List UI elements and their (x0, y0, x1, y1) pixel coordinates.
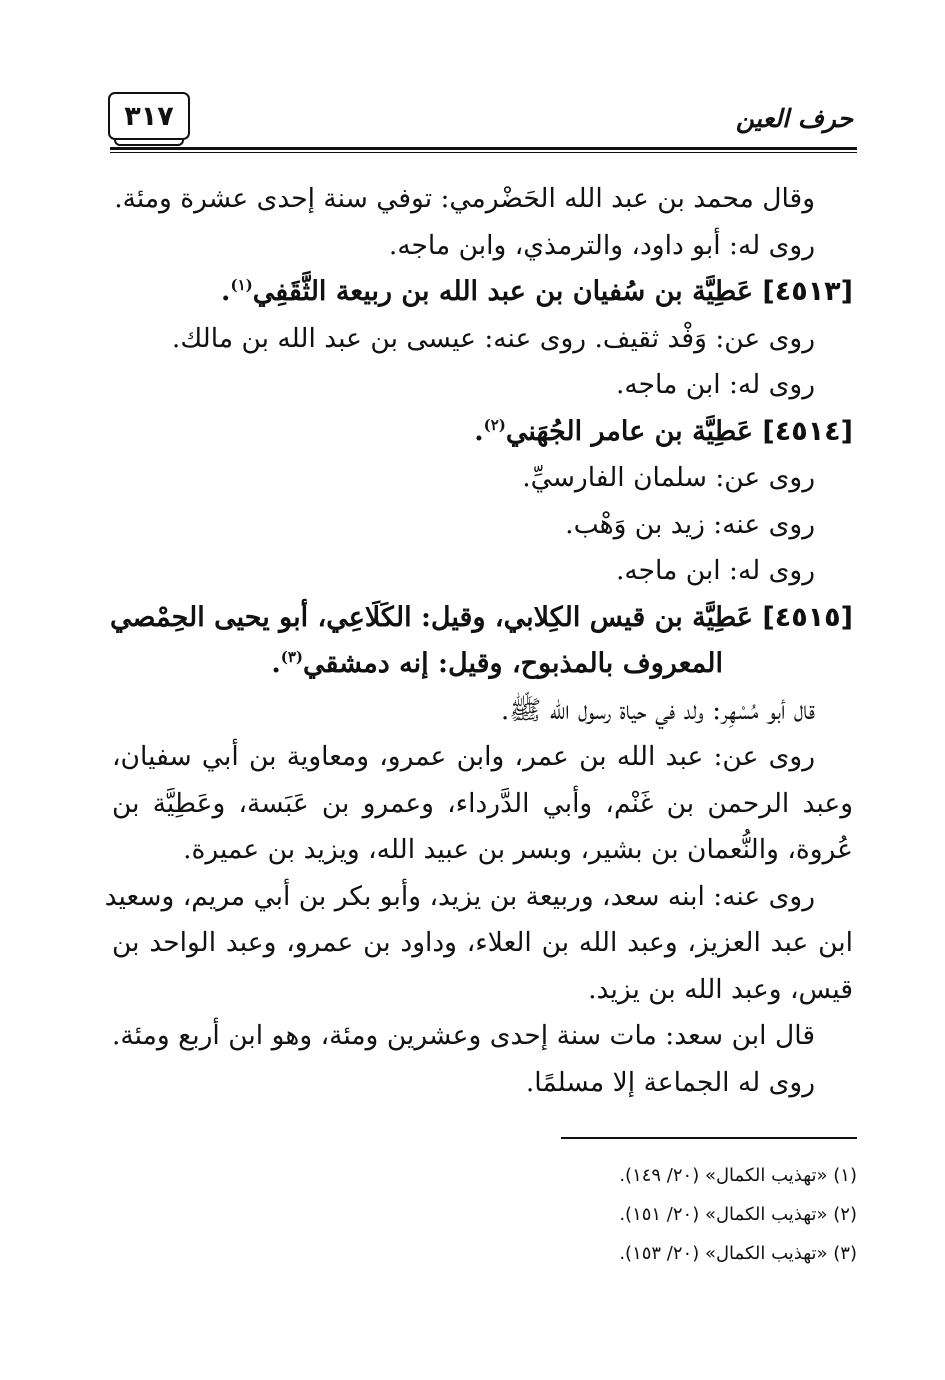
entry-number: [٤٥١٥] (762, 601, 853, 633)
entry-heading (112, 409, 853, 456)
footnote: (٢) «تهذيب الكمال» (٢٠/ ١٥١). (619, 1204, 857, 1225)
footnote-ref: (١) (230, 276, 253, 294)
text-line: عُروة، والنُّعمان بن بشير، وبسر بن عبيد الله، ويزيد بن عميرة. (183, 834, 853, 865)
text-line: روى له: ابن ماجه. (615, 369, 815, 400)
text-line: روى عن: سلمان الفارسيِّ. (522, 462, 815, 493)
text-line: روى عنه: ابنه سعد، وربيعة بن يزيد، وأبو بكر بن أبي مريم، وسعيد (104, 880, 815, 912)
entry-end: . (271, 648, 281, 679)
chapter-title: حرف العين (735, 104, 853, 133)
text-line: قيس، وعبد الله بن يزيد. (588, 973, 853, 1005)
text-line: روى له الجماعة إلا مسلمًا. (525, 1066, 815, 1098)
entry-end: . (221, 276, 231, 307)
footnote: (١) «تهذيب الكمال» (٢٠/ ١٤٩). (619, 1165, 857, 1186)
text-line: روى عن: وَفْد ثقيف. روى عنه: عيسى بن عبد الله بن مالك. (171, 322, 815, 354)
footnote: (٣) «تهذيب الكمال» (٢٠/ ١٥٣). (619, 1243, 857, 1264)
entry-name: عَطِيَّة بن سُفيان بن عبد الله بن ربيعة الثَّقَفِي (252, 276, 753, 307)
text-line: روى عنه: زيد بن وَهْب. (565, 508, 815, 540)
entry-heading (112, 269, 853, 316)
footnote-rule (561, 1137, 857, 1139)
entry-name: عَطِيَّة بن قيس الكِلابي، وقيل: الكَلَاعِي، أبو يحيى الحِمْصي (110, 601, 753, 633)
entry-number: [٤٥١٤] (762, 415, 853, 447)
entry-heading (112, 595, 853, 642)
entry-heading-continued (112, 641, 853, 688)
footnotes (619, 1156, 857, 1273)
text-line: وقال محمد بن عبد الله الحَضْرمي: توفي سنة إحدى عشرة ومئة. (114, 183, 815, 214)
page-number: ٣١٧ (124, 100, 174, 132)
entry-name: المعروف بالمذبوح، وقيل: إنه دمشقي (303, 648, 723, 679)
text-line: ابن عبد العزيز، وعبد الله بن العلاء، وداود بن عمرو، وعبد الواحد بن (112, 927, 853, 958)
text-line: روى له: ابن ماجه. (615, 555, 815, 586)
entry-name: عَطِيَّة بن عامر الجُهَني (505, 415, 753, 447)
entry-number: [٤٥١٣] (762, 276, 853, 307)
footnote-ref: (٢) (483, 415, 506, 434)
text-line: وعبد الرحمن بن غَنْم، وأبي الدَّرداء، وعمرو بن عَبَسة، وعَطِيَّة بن (112, 787, 853, 819)
text-line: روى عن: عبد الله بن عمر، وابن عمرو، ومعاوية بن أبي سفيان، (112, 741, 815, 772)
main-text (104, 176, 853, 1106)
footnote-ref: (٣) (280, 648, 304, 666)
entry-end: . (474, 415, 484, 447)
text-line: قال ابن سعد: مات سنة إحدى وعشرين ومئة، وهو ابن أربع ومئة. (112, 1020, 815, 1051)
text-line: روى له: أبو داود، والترمذي، وابن ماجه. (388, 229, 815, 261)
text-line: قال أبو مُسْهِر: ولد في حياة رسول الله ﷺ. (500, 694, 815, 726)
header-rule (110, 147, 857, 150)
page-number-box (108, 92, 190, 140)
